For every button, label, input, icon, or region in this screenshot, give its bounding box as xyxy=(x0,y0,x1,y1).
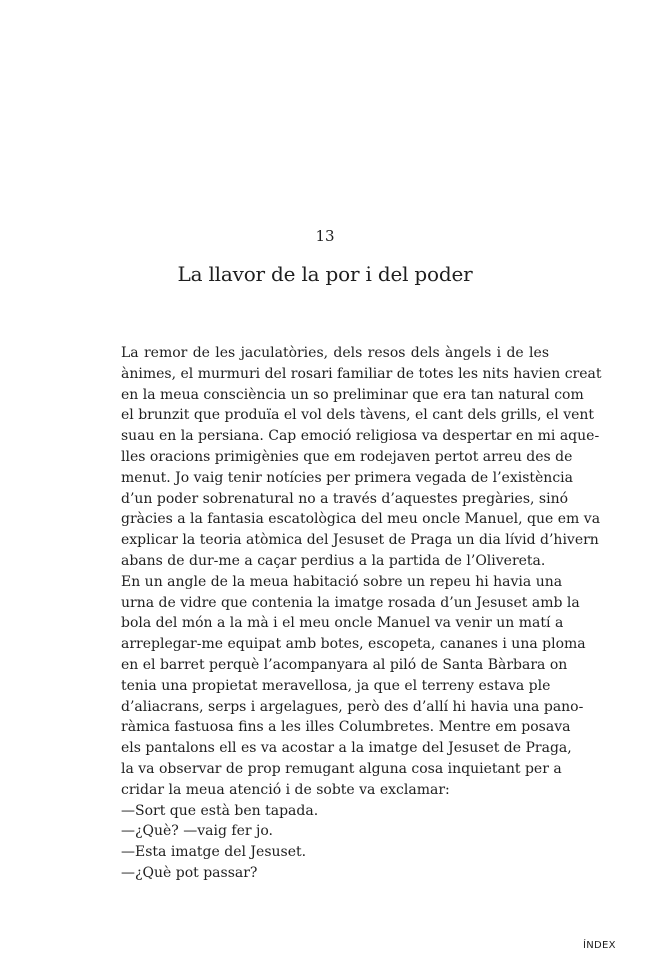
text-line: gràcies a la fantasia escatològica del meu oncle Manuel, que em va xyxy=(121,511,601,528)
text-line: d’aliacrans, serps i argelagues, però des d’allí hi havia una pano- xyxy=(121,698,584,715)
index-link[interactable]: ÍNDEX xyxy=(583,940,616,951)
dialogue-line: —Esta imatge del Jesuset. xyxy=(121,844,307,861)
text-line: abans de dur-me a caçar perdius a la partida de l’Olivereta. xyxy=(121,552,546,569)
text-line: lles oracions primigènies que em rodejaven pertot arreu des de xyxy=(121,448,573,465)
text-line: arreplegar-me equipat amb botes, escopeta, cananes i una ploma xyxy=(121,636,586,653)
text-line: menut. Jo vaig tenir notícies per primera vegada de l’existència xyxy=(121,469,573,486)
chapter-body xyxy=(101,343,602,884)
paragraph xyxy=(101,572,586,801)
chapter-number: 13 xyxy=(315,227,335,245)
paragraph xyxy=(101,343,602,572)
dialogue-line: —¿Què? —vaig fer jo. xyxy=(121,823,273,840)
text-line: els pantalons ell es va acostar a la imatge del Jesuset de Praga, xyxy=(121,740,572,757)
dialogue-line: —¿Què pot passar? xyxy=(121,864,258,881)
text-line: suau en la persiana. Cap emoció religiosa va despertar en mi aque- xyxy=(121,428,600,445)
dialogue-line: —Sort que està ben tapada. xyxy=(121,802,319,819)
text-line: urna de vidre que contenia la imatge rosada d’un Jesuset amb la xyxy=(121,594,580,611)
text-line: el brunzit que produïa el vol dels tàvens, el cant dels grills, el vent xyxy=(121,407,595,424)
text-line: en la meua consciència un so preliminar que era tan natural com xyxy=(121,386,584,403)
text-line: La remor de les jaculatòries, dels resos dels àngels i de les xyxy=(121,345,549,361)
text-line: cridar la meua atenció i de sobte va exclamar: xyxy=(121,781,450,798)
text-line: en el barret perquè l’acompanyara al piló de Santa Bàrbara on xyxy=(121,656,568,673)
text-line: ànimes, el murmuri del rosari familiar de totes les nits havien creat xyxy=(121,365,602,382)
text-line: d’un poder sobrenatural no a través d’aquestes pregàries, sinó xyxy=(121,490,569,507)
text-line: la va observar de prop remugant alguna cosa inquietant per a xyxy=(121,760,562,777)
text-line: explicar la teoria atòmica del Jesuset de Praga un dia lívid d’hivern xyxy=(121,532,599,549)
text-line: En un angle de la meua habitació sobre un repeu hi havia una xyxy=(121,573,563,590)
chapter-title: La llavor de la por i del poder xyxy=(177,262,473,286)
text-line: bola del món a la mà i el meu oncle Manuel va venir un matí a xyxy=(121,615,564,632)
text-line: tenia una propietat meravellosa, ja que el terreny estava ple xyxy=(121,677,551,694)
text-line: ràmica fastuosa fins a les illes Columbretes. Mentre em posava xyxy=(121,719,571,736)
